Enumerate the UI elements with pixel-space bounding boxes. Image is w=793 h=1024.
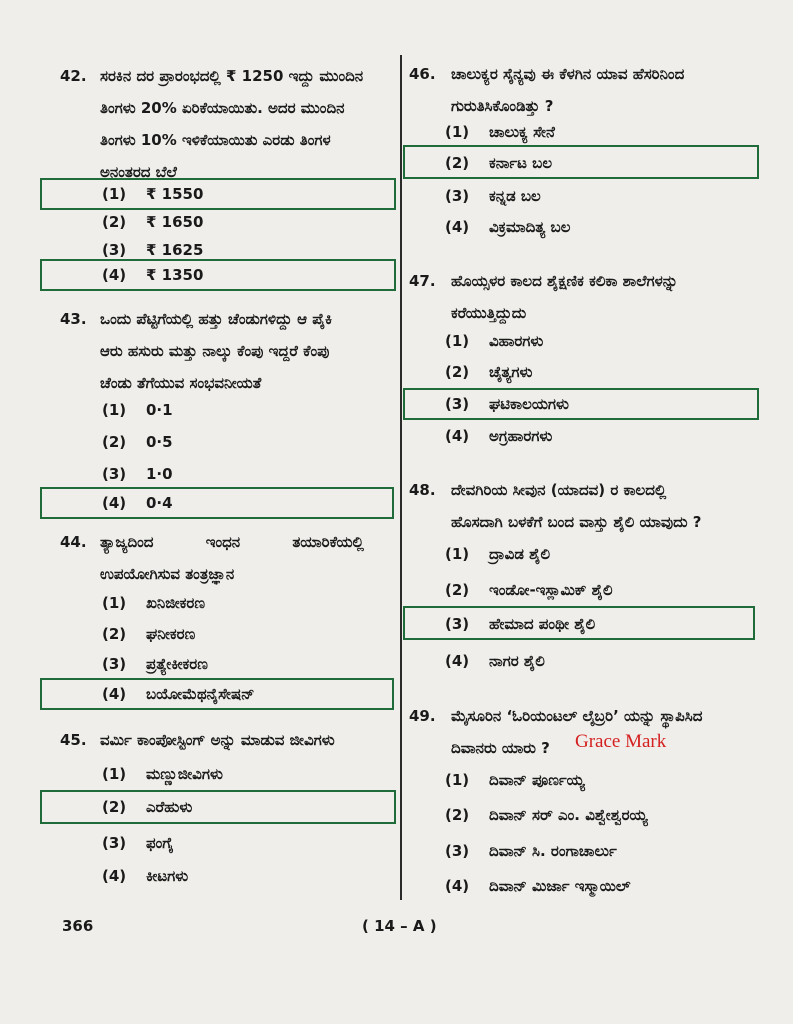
question-line: ಮೈಸೂರಿನ ‘ಓರಿಯಂಟಲ್ ಲೈಬ್ರರಿ’ ಯನ್ನು ಸ್ಥಾಪಿಸಿದ: [451, 707, 703, 725]
option-text: ದಿವಾನ್ ಪೂರ್ಣಯ್ಯ: [489, 771, 585, 789]
option-text: ದಿವಾನ್ ಸರ್ ಎಂ. ವಿಶ್ವೇಶ್ವರಯ್ಯ: [489, 806, 648, 824]
option-text: 0·4: [146, 494, 173, 512]
option-text: ಘಟಿಕಾಲಯಗಳು: [489, 395, 569, 413]
option-number: (2): [445, 806, 470, 824]
question-number: 47.: [409, 272, 436, 290]
option-text: ದಿವಾನ್ ಮಿರ್ಜಾ ಇಸ್ಮಾಯಿಲ್: [489, 877, 631, 895]
option-number: (3): [445, 615, 470, 633]
option-number: (3): [445, 395, 470, 413]
page-number: 366: [62, 917, 94, 935]
option-text: ದ್ರಾವಿಡ ಶೈಲಿ: [489, 545, 550, 563]
option-number: (3): [102, 465, 127, 483]
option-number: (1): [102, 594, 127, 612]
option-text: ದಿವಾನ್ ಸಿ. ರಂಗಾಚಾರ್ಲು: [489, 842, 617, 860]
option-number: (2): [102, 433, 127, 451]
question-number: 44.: [60, 533, 87, 551]
question-number: 49.: [409, 707, 436, 725]
option-number: (1): [445, 123, 470, 141]
answer-highlight-box: [40, 178, 396, 210]
question-line: ಹೊಸದಾಗಿ ಬಳಕೆಗೆ ಬಂದ ವಾಸ್ತು ಶೈಲಿ ಯಾವುದು ?: [451, 513, 702, 531]
question-line: ದಿವಾನರು ಯಾರು ?: [451, 739, 550, 757]
question-line: ತ್ಯಾಜ್ಯದಿಂದ ಇಂಧನ ತಯಾರಿಕೆಯಲ್ಲಿ: [100, 533, 364, 551]
option-number: (4): [445, 652, 470, 670]
option-number: (3): [445, 187, 470, 205]
option-text: ಪ್ರತ್ಯೇಕೀಕರಣ: [146, 655, 208, 673]
option-number: (1): [102, 185, 127, 203]
option-number: (1): [102, 401, 127, 419]
question-text: [100, 724, 335, 756]
option-text: ಇಂಡೋ-ಇಸ್ಲಾಮಿಕ್ ಶೈಲಿ: [489, 581, 613, 599]
option-text: ಅಗ್ರಹಾರಗಳು: [489, 427, 553, 445]
option-number: (1): [445, 332, 470, 350]
question-number: 45.: [60, 731, 87, 749]
option-text: ₹ 1625: [146, 241, 204, 259]
question-number: 46.: [409, 65, 436, 83]
question-text: [451, 58, 684, 122]
option-number: (2): [102, 798, 127, 816]
question-line: ಆರು ಹಸುರು ಮತ್ತು ನಾಲ್ಕು ಕೆಂಪು ಇದ್ದರೆ ಕೆಂಪು: [100, 342, 330, 360]
option-number: (2): [102, 213, 127, 231]
option-text: ಖನಿಜೀಕರಣ: [146, 594, 205, 612]
option-number: (4): [102, 266, 127, 284]
option-number: (4): [445, 427, 470, 445]
option-text: ₹ 1650: [146, 213, 204, 231]
option-text: ವಿಹಾರಗಳು: [489, 332, 544, 350]
option-number: (4): [445, 877, 470, 895]
option-number: (1): [445, 771, 470, 789]
option-text: ಬಯೋಮೆಥನೈಸೇಷನ್: [146, 685, 255, 703]
option-text: ಫಂಗೈ: [146, 834, 174, 852]
option-text: 0·5: [146, 433, 173, 451]
column-divider: [400, 55, 402, 900]
option-text: 0·1: [146, 401, 173, 419]
option-number: (4): [445, 218, 470, 236]
question-text: [100, 526, 364, 590]
question-line: ಸರಕಿನ ದರ ಪ್ರಾರಂಭದಲ್ಲಿ ₹ 1250 ಇದ್ದು ಮುಂದಿನ: [100, 67, 364, 85]
question-text: [100, 60, 363, 188]
question-number: 48.: [409, 481, 436, 499]
option-text: ಕರ್ನಾಟ ಬಲ: [489, 154, 553, 172]
option-text: ನಾಗರ ಶೈಲಿ: [489, 652, 545, 670]
option-text: ವಿಕ್ರಮಾದಿತ್ಯ ಬಲ: [489, 218, 571, 236]
option-text: ಕೀಟಗಳು: [146, 867, 189, 885]
question-line: ಚಾಲುಕ್ಯರ ಸೈನ್ಯವು ಈ ಕೆಳಗಿನ ಯಾವ ಹೆಸರಿನಿಂದ: [451, 65, 685, 83]
question-line: ದೇವಗಿರಿಯ ಸೀವುನ (ಯಾದವ) ರ ಕಾಲದಲ್ಲಿ: [451, 481, 667, 499]
question-line: ತಿಂಗಳು 20% ಏರಿಕೆಯಾಯಿತು. ಅದರ ಮುಂದಿನ: [100, 99, 345, 117]
question-line: ಉಪಯೋಗಿಸುವ ತಂತ್ರಜ್ಞಾನ: [100, 565, 235, 583]
booklet-code: ( 14 – A ): [362, 917, 437, 935]
option-text: ಮಣ್ಣುಜೀವಿಗಳು: [146, 765, 223, 783]
option-text: ಚೈತ್ಯಗಳು: [489, 363, 533, 381]
option-text: 1·0: [146, 465, 173, 483]
option-number: (4): [102, 867, 127, 885]
question-line: ಚೆಂಡು ತೆಗೆಯುವ ಸಂಭವನೀಯತೆ: [100, 374, 262, 392]
answer-highlight-box: [40, 790, 396, 824]
question-line: ಒಂದು ಪೆಟ್ಟಿಗೆಯಲ್ಲಿ ಹತ್ತು ಚೆಂಡುಗಳಿದ್ದು ಆ ಪೈಕಿ: [100, 310, 333, 328]
option-number: (4): [102, 685, 127, 703]
option-number: (1): [445, 545, 470, 563]
option-text: ₹ 1550: [146, 185, 204, 203]
option-text: ₹ 1350: [146, 266, 204, 284]
option-text: ಕನ್ನಡ ಬಲ: [489, 187, 541, 205]
answer-highlight-box: [40, 487, 394, 519]
question-text: [451, 474, 702, 538]
option-number: (1): [102, 765, 127, 783]
answer-highlight-box: [40, 259, 396, 291]
question-line: ಕರೆಯುತ್ತಿದ್ದುದು: [451, 304, 527, 322]
question-number: 42.: [60, 67, 87, 85]
option-number: (3): [445, 842, 470, 860]
option-number: (2): [445, 154, 470, 172]
question-line: ತಿಂಗಳು 10% ಇಳಿಕೆಯಾಯಿತು ಎರಡು ತಿಂಗಳ: [100, 131, 331, 149]
question-number: 43.: [60, 310, 87, 328]
option-text: ಹೇಮಾದ ಪಂಥೀ ಶೈಲಿ: [489, 615, 596, 633]
grace-mark-note: Grace Mark: [575, 731, 667, 752]
option-number: (2): [102, 625, 127, 643]
question-text: [451, 265, 678, 329]
option-number: (3): [102, 241, 127, 259]
option-number: (3): [102, 655, 127, 673]
question-line: ಅನಂತರದ ಬೆಲೆ: [100, 163, 177, 181]
option-number: (2): [445, 363, 470, 381]
question-line: ಹೊಯ್ಸಳರ ಕಾಲದ ಶೈಕ್ಷಣಿಕ ಕಲಿಕಾ ಶಾಲೆಗಳನ್ನು: [451, 272, 678, 290]
question-line: ವರ್ಮಿ ಕಾಂಪೋಸ್ಟಿಂಗ್ ಅನ್ನು ಮಾಡುವ ಜೀವಿಗಳು: [100, 731, 335, 749]
question-text: [100, 303, 332, 399]
option-text: ಎರೆಹುಳು: [146, 798, 193, 816]
option-number: (3): [102, 834, 127, 852]
option-number: (2): [445, 581, 470, 599]
option-text: ಘನೀಕರಣ: [146, 625, 196, 643]
option-text: ಚಾಲುಕ್ಯ ಸೇನೆ: [489, 123, 555, 141]
option-number: (4): [102, 494, 127, 512]
question-line: ಗುರುತಿಸಿಕೊಂಡಿತ್ತು ?: [451, 97, 554, 115]
